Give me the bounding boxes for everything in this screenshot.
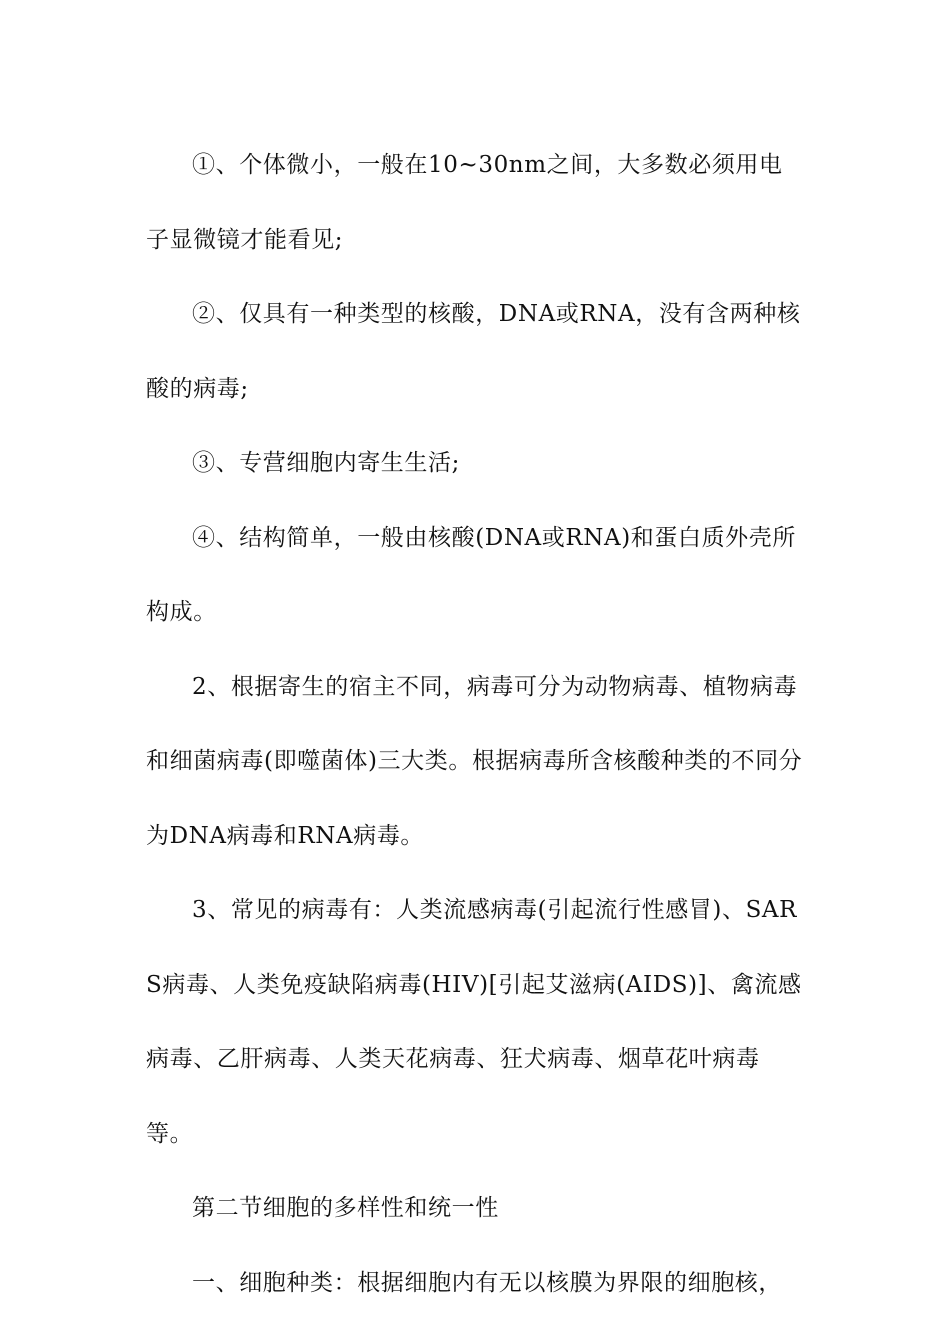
section-heading: 第二节细胞的多样性和统一性 [192, 1195, 499, 1221]
paragraph-cell-types: 一、细胞种类：根据细胞内有无以核膜为界限的细胞核， [192, 1269, 782, 1296]
paragraph-virus-feature-4: ④、结构简单，一般由核酸(DNA或RNA)和蛋白质外壳所构成。 [146, 524, 796, 625]
paragraph-virus-feature-1: ①、个体微小，一般在10~30nm之间，大多数必须用电子显微镜才能看见; [146, 152, 783, 253]
paragraph-common-viruses: 3、常见的病毒有：人类流感病毒(引起流行性感冒)、SARS病毒、人类免疫缺陷病毒(HIV)[引起艾滋病(AIDS)]、禽流感病毒、乙肝病毒、人类天花病毒、狂犬病毒、烟草花叶病毒等。 [146, 897, 802, 1147]
document-body [146, 128, 806, 1320]
paragraph-virus-feature-3: ③、专营细胞内寄生生活; [192, 450, 460, 476]
paragraph-virus-feature-2: ②、仅具有一种类型的核酸，DNA或RNA，没有含两种核酸的病毒; [146, 301, 801, 402]
paragraph-virus-classification: 2、根据寄生的宿主不同，病毒可分为动物病毒、植物病毒和细菌病毒(即噬菌体)三大类。根据病毒所含核酸种类的不同分为DNA病毒和RNA病毒。 [146, 673, 803, 849]
